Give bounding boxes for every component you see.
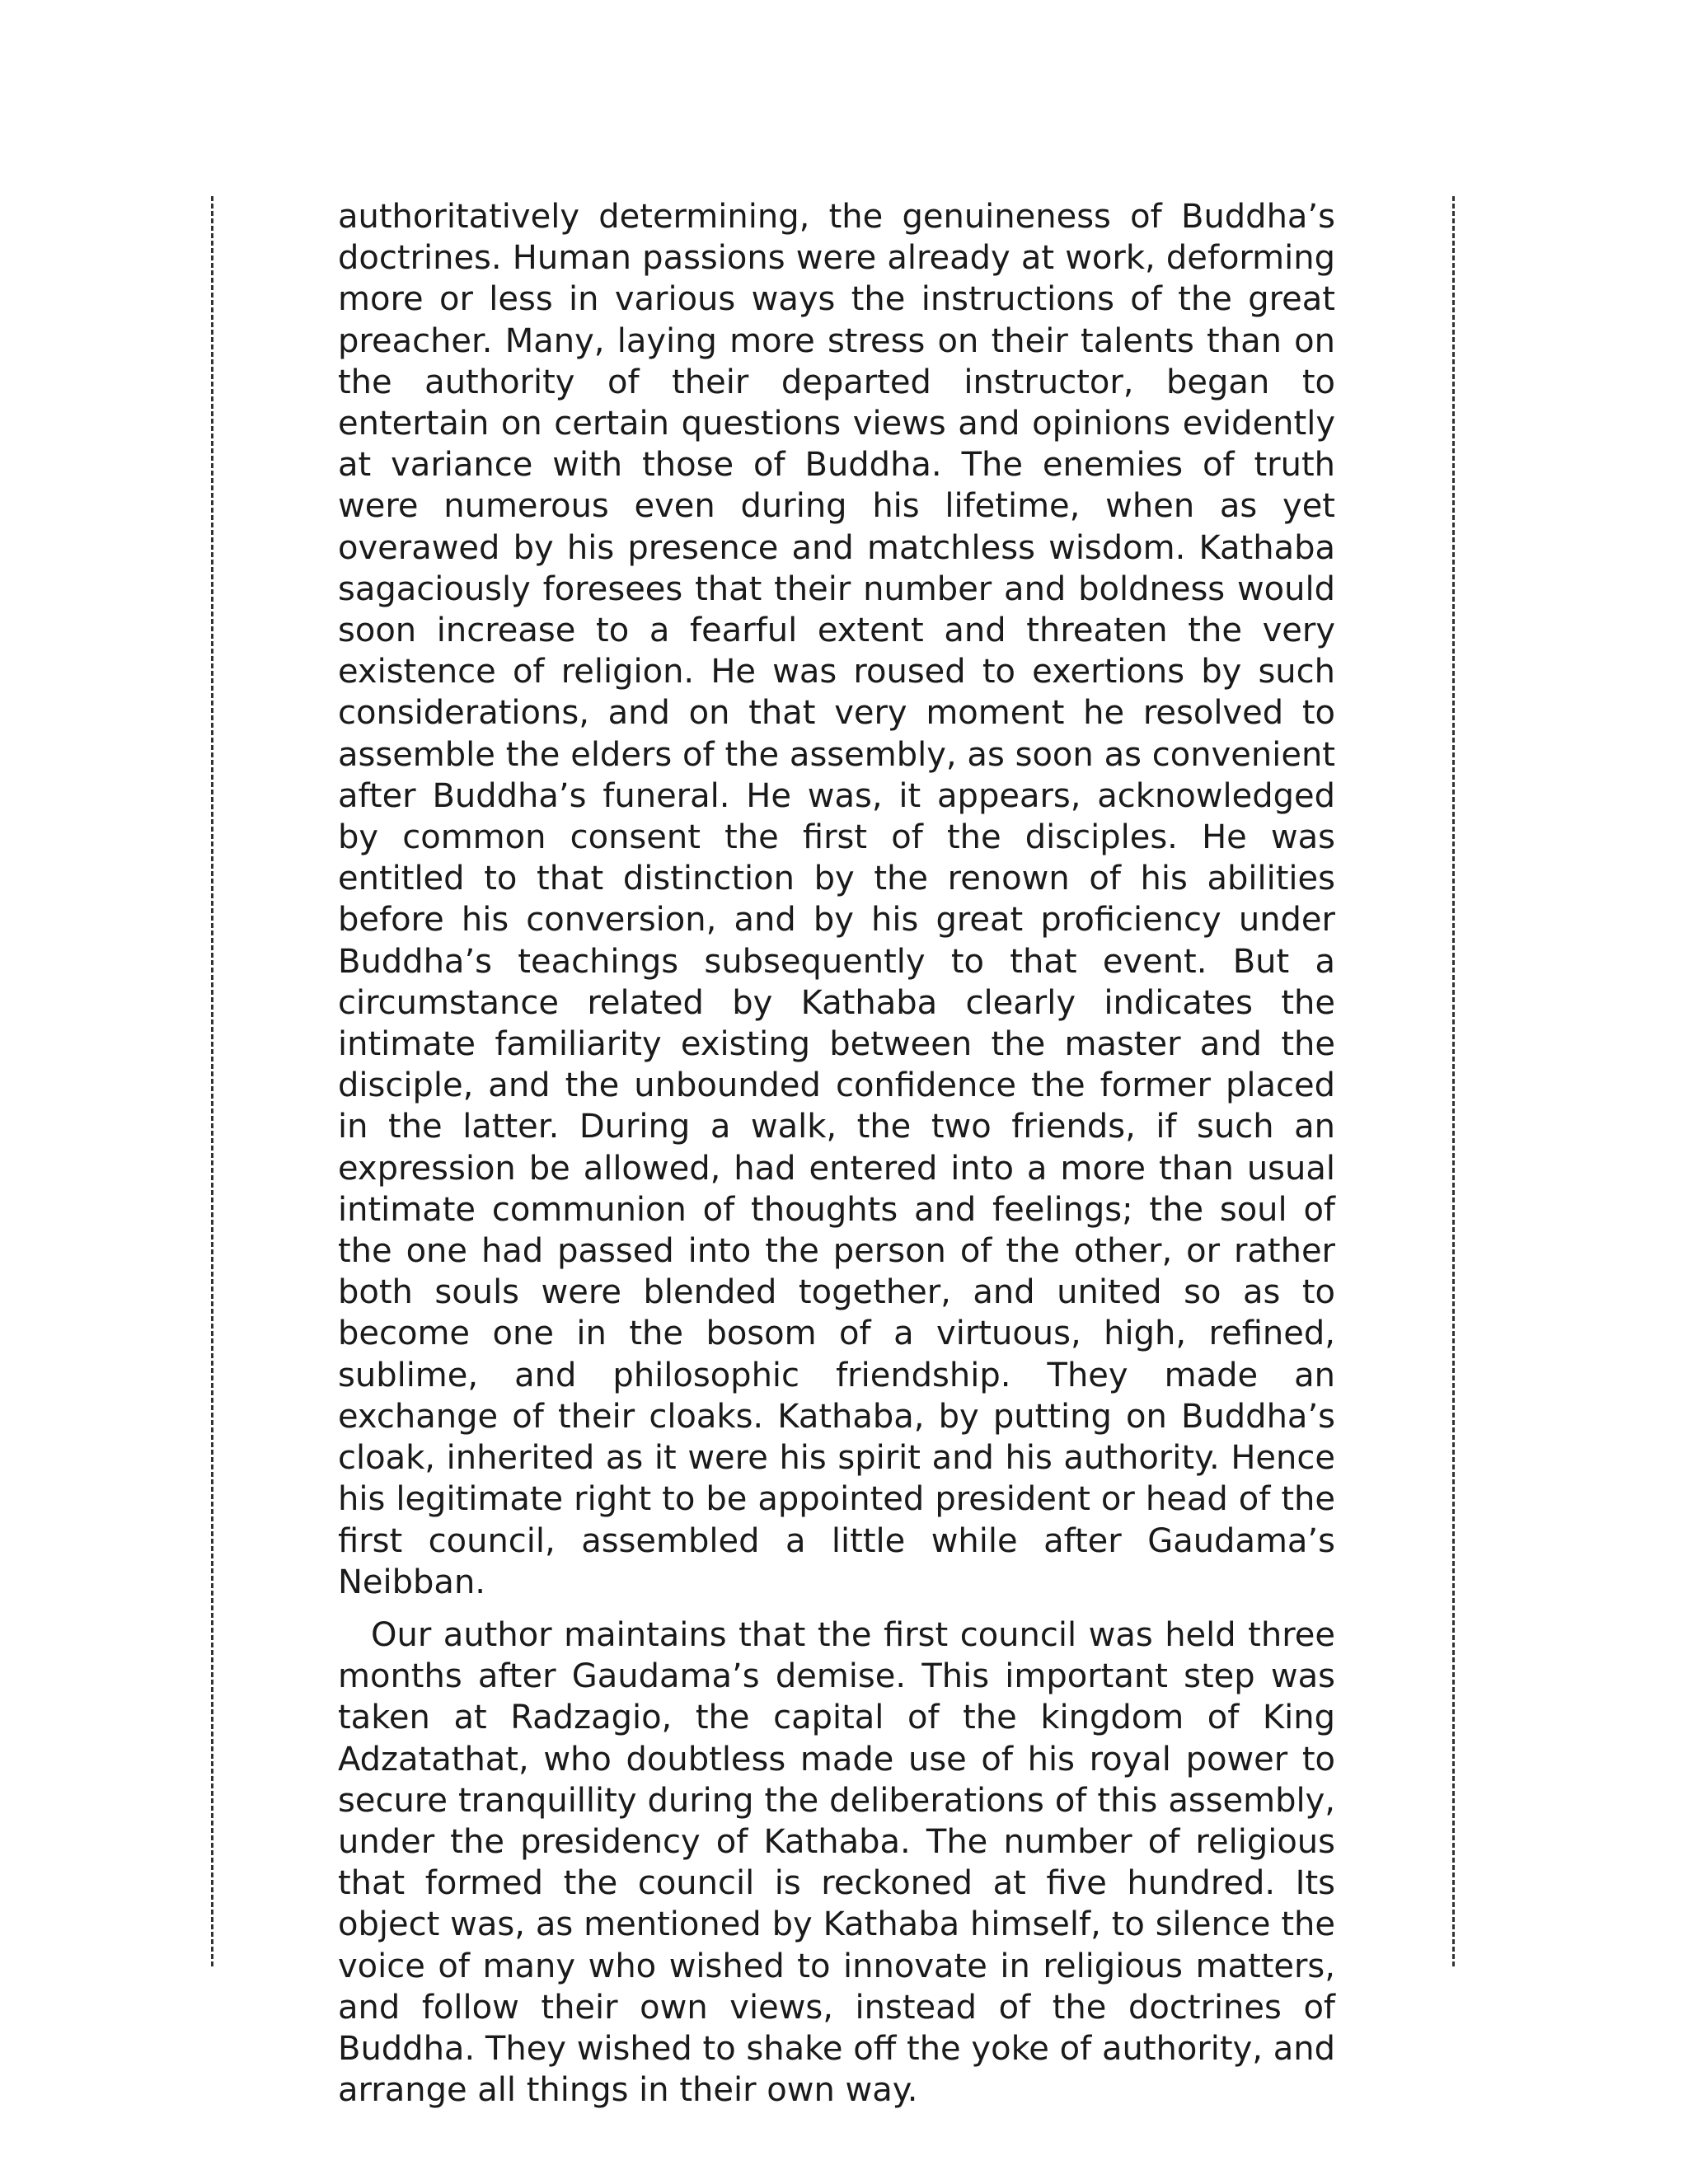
right-margin-rule: [1452, 196, 1455, 1966]
paragraph-2: Our author maintains that the first council was held three months after Gaudama’s demise. This important step was taken at Radzagio, the capital of the kingdom of King Adzatathat, who doubtless made use of his royal power to secure tranquillity during the deliberations of this assembly, under the presidency of Kathaba. The number of religious that formed the council is reckoned at five hundred. Its object was, as mentioned by Kathaba himself, to silence the voice of many who wished to innovate in religious matters, and follow their own views, instead of the doctrines of Buddha. They wished to shake off the yoke of authority, and arrange all things in their own way.: [338, 1615, 1335, 2110]
page-text: [338, 196, 1335, 2111]
left-margin-rule: [211, 196, 213, 1966]
paragraph-1: authoritatively determining, the genuineness of Buddha’s doctrines. Human passions were already at work, deforming more or less in various ways the instructions of the great preacher. Many, laying more stress on their talents than on the authority of their departed instructor, began to entertain on certain questions views and opinions evidently at variance with those of Buddha. The enemies of truth were numerous even during his lifetime, when as yet overawed by his presence and matchless wisdom. Kathaba sagaciously foresees that their number and boldness would soon increase to a fearful extent and threaten the very existence of religion. He was roused to exertions by such considerations, and on that very moment he resolved to assemble the elders of the assembly, as soon as convenient after Buddha’s funeral. He was, it appears, acknowledged by common consent the first of the disciples. He was entitled to that distinction by the renown of his abilities before his conversion, and by his great proficiency under Buddha’s teachings subsequently to that event. But a circumstance related by Kathaba clearly indicates the intimate familiarity existing between the master and the disciple, and the unbounded confidence the former placed in the latter. During a walk, the two friends, if such an expression be allowed, had entered into a more than usual intimate communion of thoughts and feelings; the soul of the one had passed into the person of the other, or rather both souls were blended together, and united so as to become one in the bosom of a virtuous, high, refined, sublime, and philosophic friendship. They made an exchange of their cloaks. Kathaba, by putting on Buddha’s cloak, inherited as it were his spirit and his authority. Hence his legitimate right to be appointed president or head of the first council, assembled a little while after Gaudama’s Neibban.: [338, 198, 1335, 1601]
